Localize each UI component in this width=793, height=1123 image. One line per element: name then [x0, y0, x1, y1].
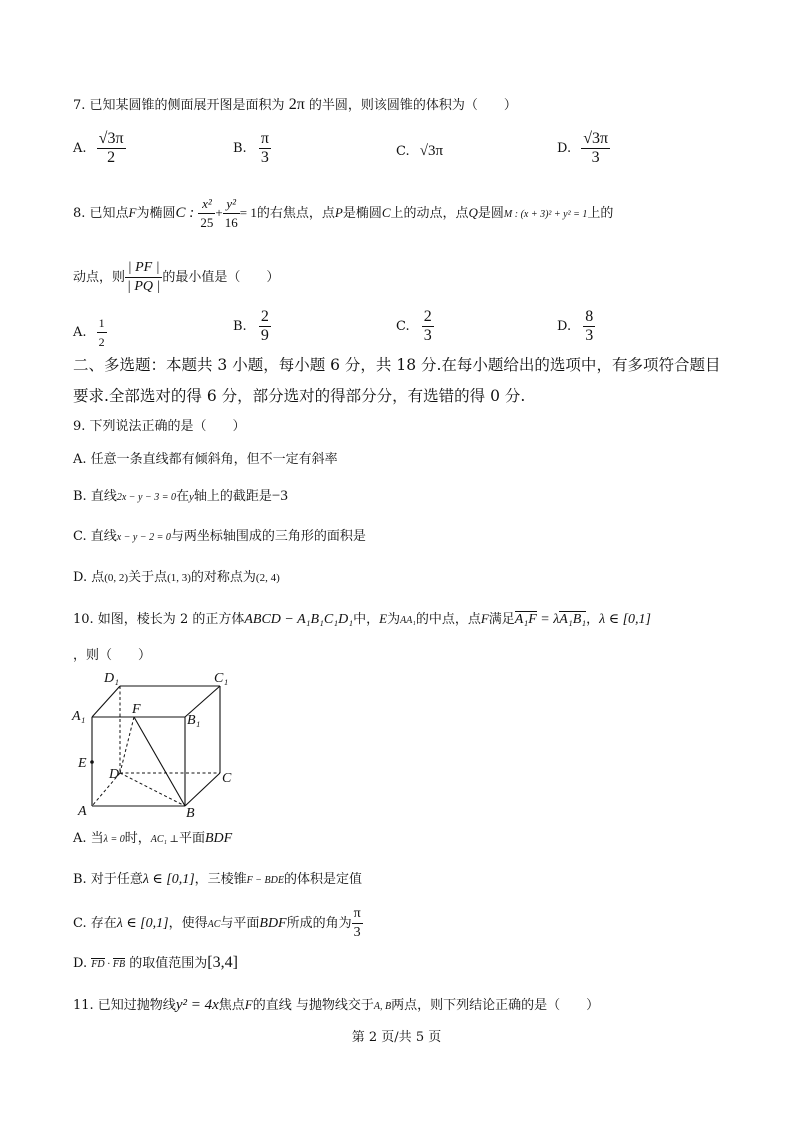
vector: A₁B₁ [559, 612, 587, 627]
numerator: π [352, 905, 363, 924]
q7-option-b [233, 130, 271, 167]
text: 的直线 [252, 998, 292, 1013]
denominator: 9 [260, 327, 269, 344]
fraction [581, 130, 610, 167]
point: (0, 2) [104, 572, 129, 584]
q10-stem [73, 610, 651, 630]
circle-eq: M : (x + 3)² + y² = 1 [503, 209, 588, 220]
text: ， [586, 612, 600, 627]
text: 平面 [178, 831, 205, 846]
var: E [379, 611, 388, 626]
label-b: B [186, 806, 195, 821]
plane: BDF [204, 831, 233, 846]
q9-option-c [73, 528, 366, 547]
points: A, B [373, 1001, 392, 1012]
q8-option-d [557, 308, 595, 345]
fraction [97, 314, 107, 351]
plane: BDF [259, 916, 287, 931]
text: ，三棱锥 [194, 872, 247, 887]
option-label: B. [233, 319, 247, 334]
label-b1: B₁ [187, 713, 201, 728]
var: C : [175, 205, 195, 221]
q10-option-b [73, 871, 362, 890]
denominator: 16 [224, 215, 238, 230]
q7-option-a [73, 130, 126, 167]
text: 是圆 [477, 206, 504, 221]
label-a1: A₁ [72, 709, 86, 724]
numerator: √3π [583, 130, 609, 147]
tetrahedron: F − BDE [246, 875, 284, 886]
text: 关于点 [128, 570, 168, 585]
var: Q [468, 205, 478, 220]
numerator: y² [223, 195, 240, 214]
text: 的右焦点，点 [256, 206, 335, 221]
q8-option-c [396, 308, 434, 345]
numerator: | PF | [125, 259, 162, 278]
label-d1: D₁ [104, 671, 119, 686]
fraction [422, 308, 434, 345]
option-label: D. [557, 319, 572, 334]
label-c1: C₁ [214, 671, 229, 686]
option-label: B. [233, 141, 247, 156]
text: 为椭圆 [136, 206, 176, 221]
label-e: E [78, 756, 87, 771]
numerator: √3π [98, 130, 124, 147]
q10-option-d [73, 954, 238, 974]
q7-option-c [396, 143, 443, 160]
segment: AC₁ ⊥ [150, 834, 179, 845]
q9-option-d [73, 569, 280, 587]
denominator: 25 [200, 215, 214, 230]
op: + [215, 205, 223, 220]
denominator: 3 [423, 327, 432, 344]
label-a: A [78, 804, 87, 819]
denominator: 2 [98, 335, 105, 349]
denominator: 3 [260, 149, 269, 166]
fraction [259, 130, 271, 167]
q8-stem-line2 [73, 258, 279, 298]
text: 在 [175, 489, 189, 504]
label-d: D [109, 767, 120, 782]
segment: AA₁ [400, 615, 416, 626]
q8-stem [73, 195, 613, 233]
text: 轴上的截距是 [193, 489, 272, 504]
section-2-line-2: 要求.全部选对的得 6 分，部分选对的得部分分，有选错的得 0 分. [73, 387, 526, 405]
range: λ ∈ [0,1] [599, 612, 651, 627]
range: [3,4] [207, 954, 238, 971]
q10-stem-cont: ，则（ ） [73, 648, 152, 663]
option-label: C. [396, 144, 410, 159]
text: 10. 如图，棱长为 2 的正方体 [73, 612, 245, 627]
fraction [583, 308, 595, 345]
q10-option-a [73, 830, 232, 849]
segment: AC [207, 919, 221, 930]
text: 满足 [488, 612, 515, 627]
text: D. [73, 956, 88, 971]
label-f: F [132, 702, 141, 717]
text: 的中点，点 [415, 612, 481, 627]
denominator: | PQ | [127, 279, 161, 294]
text: C. 存在 [73, 916, 117, 931]
q9-option-b [73, 487, 288, 507]
text: 焦点 [218, 998, 245, 1013]
text: A. 当 [73, 831, 104, 846]
text: 为 [387, 612, 401, 627]
fraction [97, 130, 126, 167]
q11-stem [73, 996, 599, 1016]
q10-option-c [73, 905, 363, 944]
q7-stem-text-2: 的半圆，则该圆锥的体积为（ ） [308, 98, 517, 113]
fraction [125, 259, 162, 296]
equation: 2x − y − 3 = 0 [116, 492, 176, 503]
q7-stem-text: 7. 已知某圆锥的侧面展开图是面积为 [73, 98, 285, 113]
q9-option-a: A. 任意一条直线都有倾斜角，但不一定有斜率 [73, 452, 338, 467]
numerator: x² [198, 195, 215, 214]
q7-area: 2π [288, 96, 305, 113]
text: 中， [353, 612, 380, 627]
text: 上的 [587, 206, 614, 221]
q7-stem [73, 96, 517, 115]
range: λ ∈ [0,1] [142, 872, 195, 887]
cube-name: ABCD − A₁B₁C₁D₁ [244, 612, 354, 627]
text: C. 直线 [73, 529, 117, 544]
q8-option-a [73, 314, 107, 351]
value: −3 [271, 488, 288, 504]
text: 的最小值是（ ） [162, 270, 280, 285]
op: = λ [536, 612, 560, 627]
q8-option-b [233, 308, 271, 345]
denominator: 3 [353, 925, 361, 940]
option-label: A. [73, 141, 87, 156]
text: 的取值范围为 [129, 956, 208, 971]
text: 的体积是定值 [283, 872, 362, 887]
text: 与平面 [220, 916, 260, 931]
cube-figure [70, 666, 240, 822]
option-label: A. [73, 325, 87, 340]
q9-stem: 9. 下列说法正确的是（ ） [73, 419, 246, 434]
fraction [259, 308, 271, 345]
text: B. 直线 [73, 489, 117, 504]
text: 与两坐标轴围成的三角形的面积是 [170, 529, 366, 544]
numerator: 2 [260, 308, 269, 325]
text: 时， [124, 831, 151, 846]
var: F [480, 611, 489, 626]
var: F [244, 997, 253, 1012]
fraction [352, 905, 363, 942]
text: ，使得 [168, 916, 208, 931]
var: F [128, 205, 137, 220]
numerator: 2 [423, 308, 432, 325]
text: B. 对于任意 [73, 872, 143, 887]
numerator: 1 [97, 314, 107, 333]
op: = 1 [239, 205, 257, 220]
text: 上的动点，点 [390, 206, 469, 221]
point: (2, 4) [255, 572, 280, 584]
numerator: 8 [585, 308, 594, 325]
numerator: π [260, 130, 269, 147]
option-label: C. [396, 319, 410, 334]
range: λ ∈ [0,1] [116, 916, 169, 931]
text: 的对称点为 [190, 570, 256, 585]
var: P [334, 205, 343, 220]
condition: λ = 0 [103, 834, 125, 845]
vector: FB [112, 959, 126, 970]
text: 两点，则下列结论正确的是（ ） [391, 998, 600, 1013]
option-value: √3π [419, 143, 444, 159]
fraction [198, 195, 215, 232]
vector: A₁F [514, 612, 537, 627]
op: · [104, 959, 113, 970]
text: 动点，则 [73, 270, 126, 285]
var: C [381, 205, 391, 220]
text: 所成的角为 [286, 916, 352, 931]
section-2-line-1: 二、多选题：本题共 3 小题，每小题 6 分，共 18 分.在每小题给出的选项中，有多项符合题目 [73, 356, 721, 374]
text: D. 点 [73, 570, 105, 585]
denominator: 2 [107, 149, 116, 166]
vector: FD [91, 959, 105, 970]
text: 8. 已知点 [73, 206, 129, 221]
parabola-eq: y² = 4x [175, 997, 219, 1013]
q7-option-d [557, 130, 610, 167]
option-label: D. [557, 141, 572, 156]
denominator: 3 [585, 327, 594, 344]
text: 11. 已知过抛物线 [73, 998, 176, 1013]
text: 与抛物线交于 [295, 998, 374, 1013]
fraction [223, 195, 240, 232]
point: (1, 3) [167, 572, 191, 584]
var: y [188, 491, 194, 503]
equation: x − y − 2 = 0 [116, 532, 171, 543]
denominator: 3 [591, 149, 600, 166]
page-footer: 第 2 页/共 5 页 [351, 1030, 442, 1045]
text: 是椭圆 [342, 206, 382, 221]
label-c: C [222, 771, 232, 786]
